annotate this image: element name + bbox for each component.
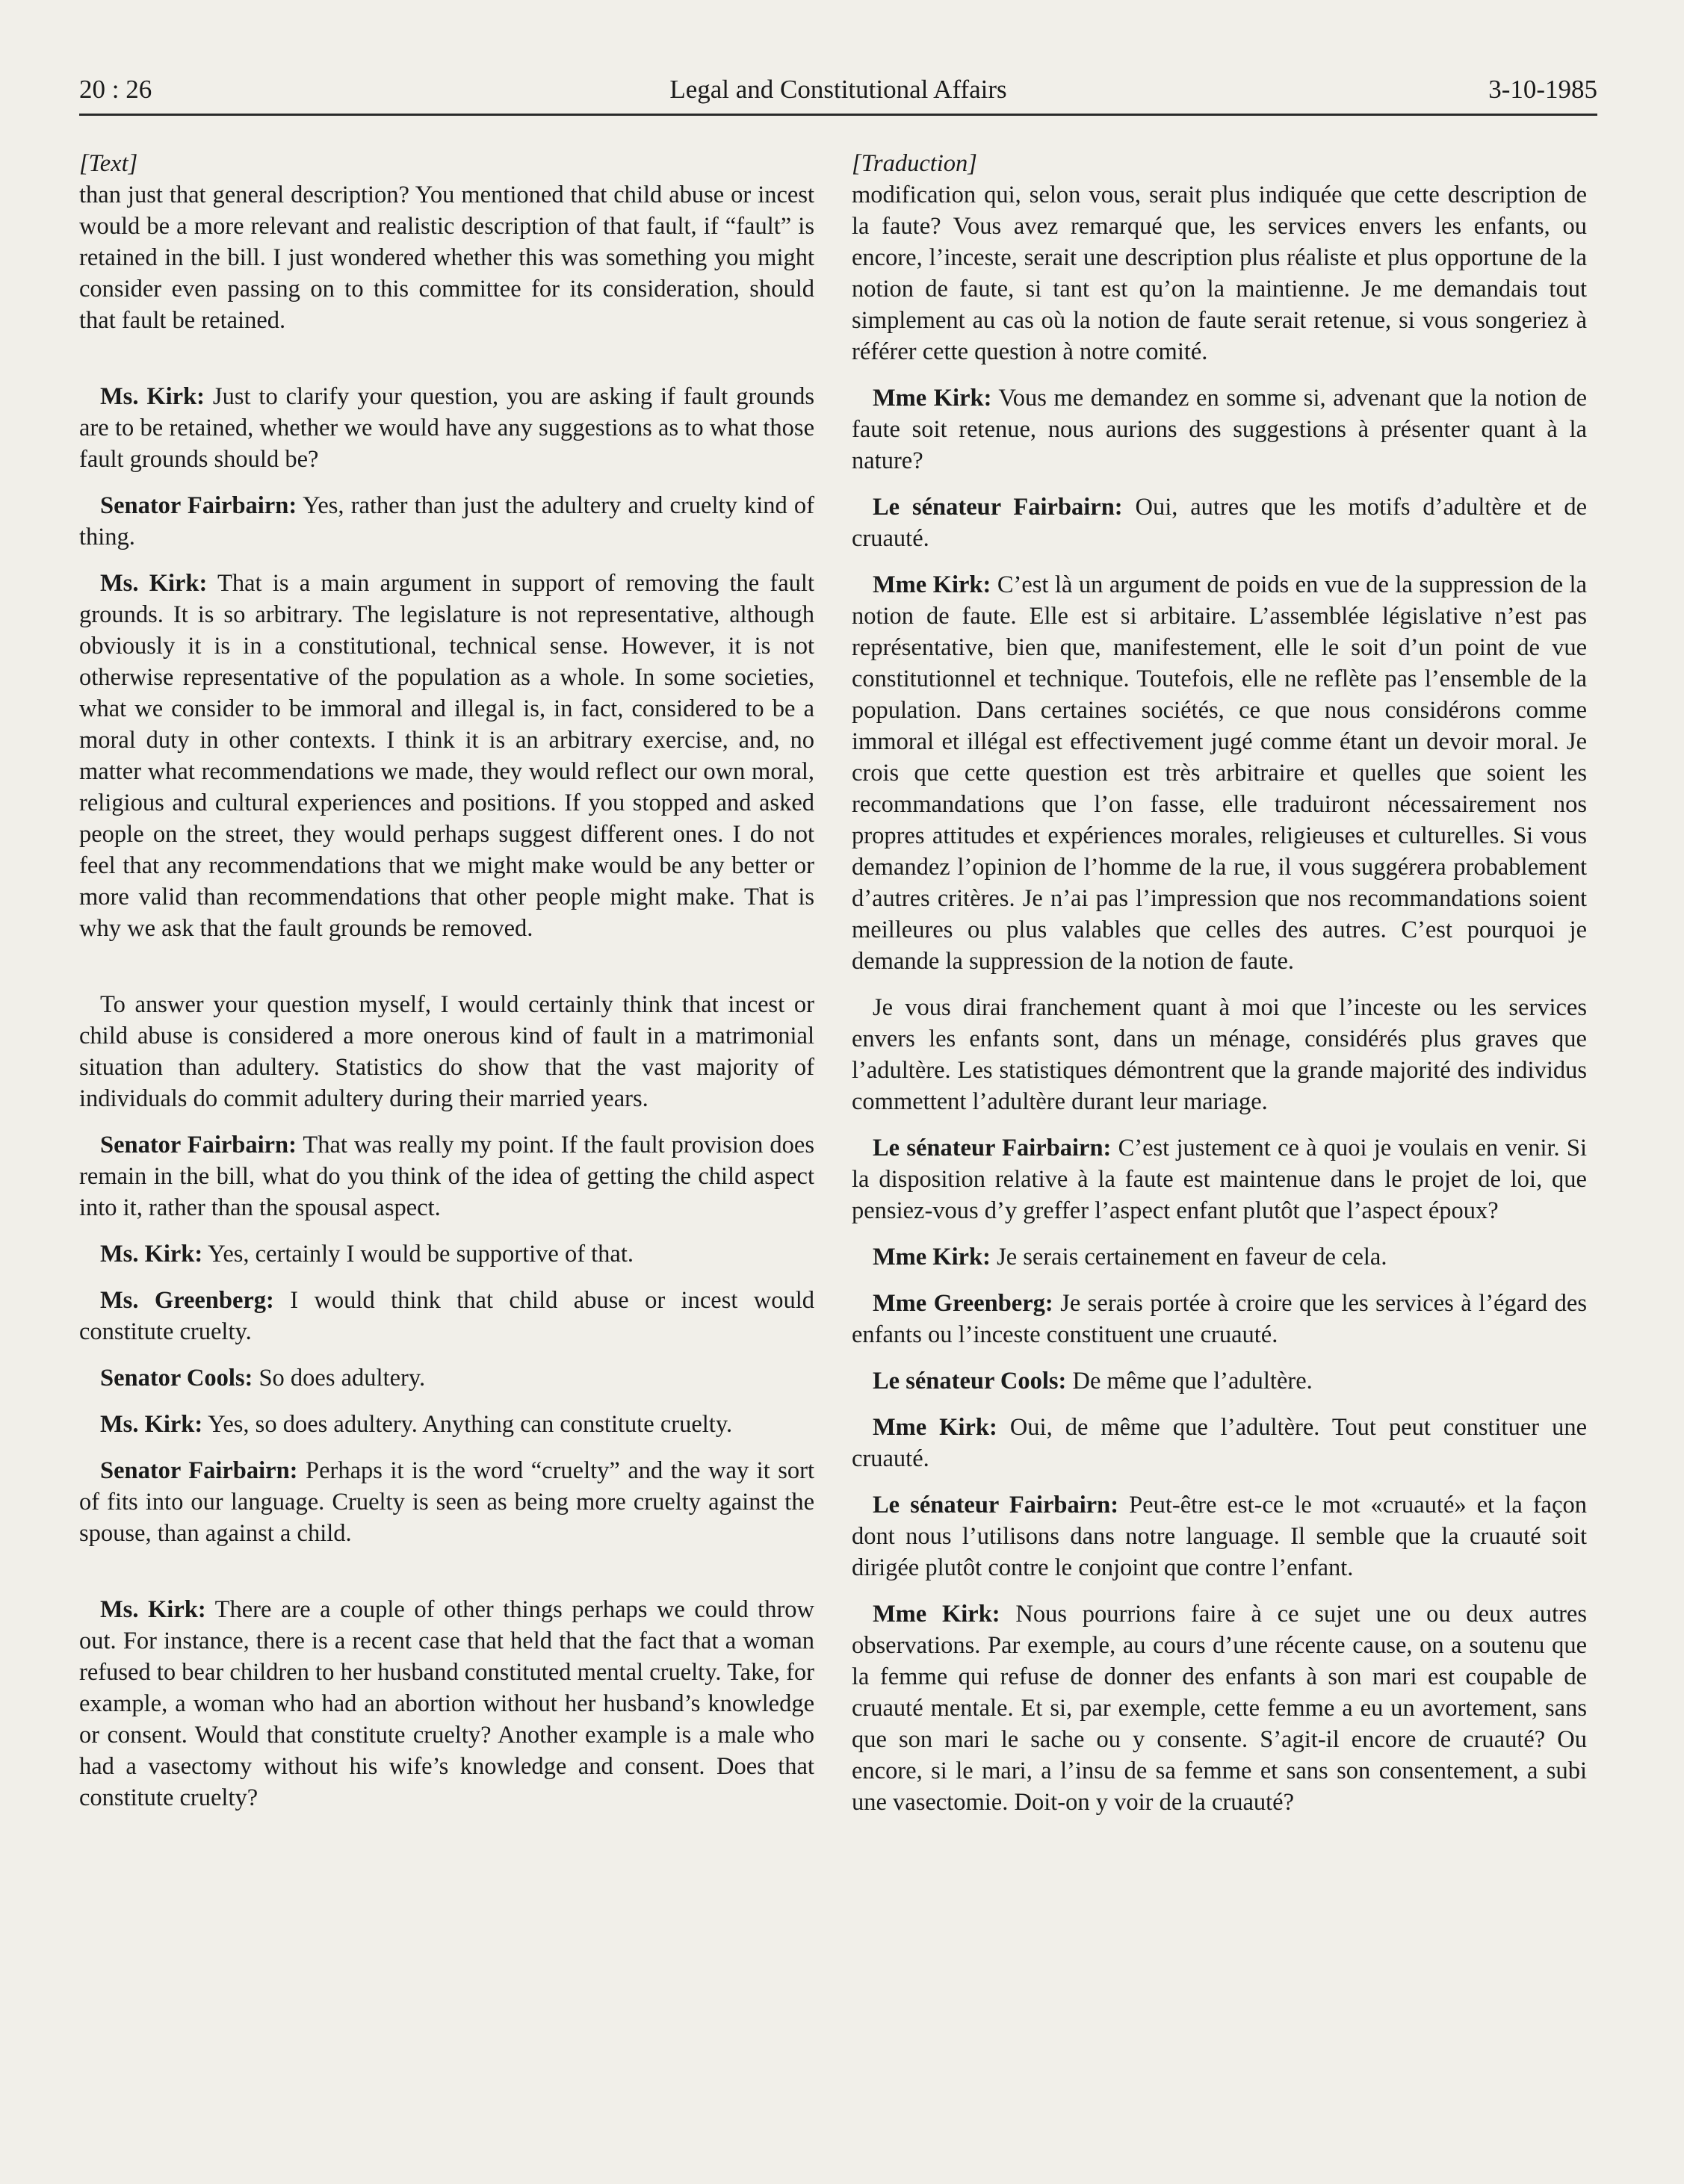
speech-text: Just to clarify your question, you are asking if fault grounds are to be retained, whether we would have any suggestions as to what those fault grounds should be? <box>79 383 814 473</box>
paragraph <box>79 1362 814 1394</box>
speaker-name: Le sénateur Fairbairn: <box>873 494 1123 521</box>
english-column <box>79 148 814 1814</box>
speaker-name: Ms. Kirk: <box>100 383 205 410</box>
speech-text: That is a main argument in support of removing the fault grounds. It is so arbitrary. The legislature is not representative, although obviously it is in a constitutional, technical sense. However, it is not otherwise representative of the population as a whole. In some societies, what we consider to be immoral and illegal is, in fact, considered to be a moral duty in other contexts. I think it is an arbitrary exercise, and, no matter what recommendations we made, they would reflect our own moral, religious and cultural experiences and positions. If you stopped and asked people on the street, they would perhaps suggest different ones. I do not feel that any recommendations that we might make would be any better or more valid than recommendations that other people might make. That is why we ask that the fault grounds be removed. <box>79 570 814 942</box>
running-title: Legal and Constitutional Affairs <box>669 75 1007 104</box>
speech-text: Yes, so does adultery. Anything can constitute cruelty. <box>202 1411 733 1438</box>
paragraph <box>79 568 814 944</box>
speaker-name: Senator Fairbairn: <box>100 492 297 519</box>
paragraph <box>79 490 814 553</box>
speaker-name: Mme Kirk: <box>873 1601 1000 1628</box>
speaker-name: Le sénateur Cools: <box>873 1368 1067 1395</box>
speech-text: Oui, de même que l’adultère. Tout peut constituer une cruauté. <box>852 1414 1587 1472</box>
paragraph: To answer your question myself, I would certainly think that incest or child abuse is considered a more onerous kind of fault in a matrimonial situation than adultery. Statistics do show that the vast majority of individuals do commit adultery during their married years. <box>79 991 814 1112</box>
paragraph: than just that general description? You mentioned that child abuse or incest would be a more relevant and realistic description of that fault, if “fault” is retained in the bill. I just wondered whether this was something you might consider even passing on to this committee for its consideration, should that fault be retained. <box>79 182 814 334</box>
speaker-name: Senator Fairbairn: <box>100 1132 297 1158</box>
speaker-name: Ms. Kirk: <box>100 1411 203 1438</box>
speech-text: Yes, rather than just the adultery and cruelty kind of thing. <box>79 492 814 550</box>
speech-text: Je serais portée à croire que les services à l’égard des enfants ou l’inceste constituent une cruauté. <box>852 1290 1587 1348</box>
speaker-name: Ms. Kirk: <box>100 570 208 597</box>
paragraph <box>852 491 1587 554</box>
paragraph <box>79 1409 814 1440</box>
speech-text: So does adultery. <box>253 1365 426 1392</box>
speech-text: Je serais certainement en faveur de cela. <box>990 1244 1387 1271</box>
speaker-name: Mme Kirk: <box>873 1414 997 1441</box>
speaker-name: Mme Greenberg: <box>873 1290 1053 1317</box>
speaker-name: Senator Cools: <box>100 1365 253 1392</box>
speaker-name: Le sénateur Fairbairn: <box>873 1135 1112 1161</box>
paragraph <box>852 1132 1587 1226</box>
paragraph: modification qui, selon vous, serait plus indiquée que cette description de la faute? Vous avez remarqué que, les services envers les enfants, ou encore, l’inceste, serait une description plus réaliste et plus opportune de la notion de faute, si tant est qu’on la maintienne. Je me demandais tout simplement au cas où la notion de faute serait retenue, si vous songeriez à référer cette question à notre comité. <box>852 182 1587 365</box>
french-column <box>852 148 1587 1818</box>
speech-text: C’est là un argument de poids en vue de la suppression de la notion de faute. Elle est si arbitaire. L’assemblée législative n’est pas représentative, bien que, manifestement, elle le soit d’un point de vue constitutionnel et technique. Toutefois, elle ne reflète pas l’ensemble de la population. Dans certaines sociétés, ce que nous considérons comme immoral et illégal est effectivement jugé comme étant un devoir moral. Je crois que cette question est très arbitraire et quelles que soient les recommandations que l’on fasse, elle traduiront nécessairement nos propres attitudes et expériences morales, religieuses et culturelles. Si vous demandez l’opinion de l’homme de la rue, il vous suggérera probablement d’autres critères. Je n’ai pas l’impression que nos recommandations soient meilleures ou plus valables que celles des autres. C’est pourquoi je demande la suppression de la notion de faute. <box>852 571 1587 975</box>
page-number: 20 : 26 <box>79 75 152 104</box>
speech-text: C’est justement ce à quoi je voulais en venir. Si la disposition relative à la faute est maintenue dans le projet de loi, que pensiez-vous d’y greffer l’aspect enfant plutôt que l’aspect époux? <box>852 1135 1587 1224</box>
paragraph <box>852 1288 1587 1350</box>
speaker-name: Mme Kirk: <box>873 1244 991 1271</box>
speech-text: Nous pourrions faire à ce sujet une ou deux autres observations. Par exemple, au cours d’une récente cause, on a soutenu que la femme qui refuse de donner des enfants à son mari est coupable de cruauté mentale. Et si, par exemple, cette femme a eu un avortement, sans que son mari le sache ou y consente. S’agit-il encore de cruauté? Ou encore, si le mari, a l’insu de sa femme et sans son consentement, a subi une vasectomie. Doit-on y voir de la cruauté? <box>852 1601 1587 1816</box>
paragraph <box>79 1129 814 1223</box>
paragraph <box>852 1412 1587 1474</box>
paragraph <box>79 381 814 475</box>
paragraph <box>852 1598 1587 1818</box>
speech-text: Perhaps it is the word “cruelty” and the way it sort of fits into our language. Cruelty is seen as being more cruelty against the spouse, than against a child. <box>79 1457 814 1547</box>
header-date: 3-10-1985 <box>1488 75 1597 104</box>
speech-text: Peut-être est-ce le mot «cruauté» et la façon dont nous l’utilisons dans notre language. Il semble que la cruauté soit dirigée plutôt contre le conjoint que contre l’enfant. <box>852 1492 1587 1581</box>
speaker-name: Mme Kirk: <box>873 571 991 598</box>
speech-text: Yes, certainly I would be supportive of that. <box>202 1241 634 1268</box>
paragraph <box>852 1489 1587 1583</box>
paragraph <box>79 1285 814 1347</box>
speech-text: Oui, autres que les motifs d’adultère et de cruauté. <box>852 494 1587 552</box>
paragraph <box>852 382 1587 477</box>
speaker-name: Mme Kirk: <box>873 385 992 412</box>
speaker-name: Ms. Greenberg: <box>100 1287 274 1314</box>
paragraph <box>79 1238 814 1270</box>
speech-text: I would think that child abuse or incest would constitute cruelty. <box>79 1287 814 1345</box>
paragraph <box>79 1455 814 1549</box>
paragraph <box>852 1241 1587 1273</box>
paragraph <box>852 569 1587 977</box>
speech-text: That was really my point. If the fault provision does remain in the bill, what do you think of the idea of getting the child aspect into it, rather than the spousal aspect. <box>79 1132 814 1221</box>
speaker-name: Senator Fairbairn: <box>100 1457 298 1484</box>
speech-text: Vous me demandez en somme si, advenant que la notion de faute soit retenue, nous aurions des suggestions à présenter quant à la nature? <box>852 385 1587 474</box>
speech-text: There are a couple of other things perhaps we could throw out. For instance, there is a recent case that held that the fact that a woman refused to bear children to her husband constituted mental cruelty. Take, for example, a woman who had an abortion without her husband’s knowledge or consent. Would that constitute cruelty? Another example is a male who had a vasectomy without his wife’s knowledge and consent. Does that constitute cruelty? <box>79 1596 814 1811</box>
text-tag: [Text] <box>79 150 138 177</box>
speech-text: De même que l’adultère. <box>1066 1368 1313 1395</box>
paragraph <box>79 1594 814 1814</box>
traduction-tag: [Traduction] <box>852 150 977 177</box>
page-header <box>79 72 1597 116</box>
speaker-name: Ms. Kirk: <box>100 1596 206 1623</box>
speaker-name: Ms. Kirk: <box>100 1241 203 1268</box>
paragraph <box>852 1365 1587 1397</box>
paragraph: Je vous dirai franchement quant à moi que l’inceste ou les services envers les enfants sont, dans un ménage, considérés plus graves que l’adultère. Les statistiques démontrent que la grande majorité des individus commettent l’adultère durant leur mariage. <box>852 994 1587 1115</box>
speaker-name: Le sénateur Fairbairn: <box>873 1492 1119 1518</box>
